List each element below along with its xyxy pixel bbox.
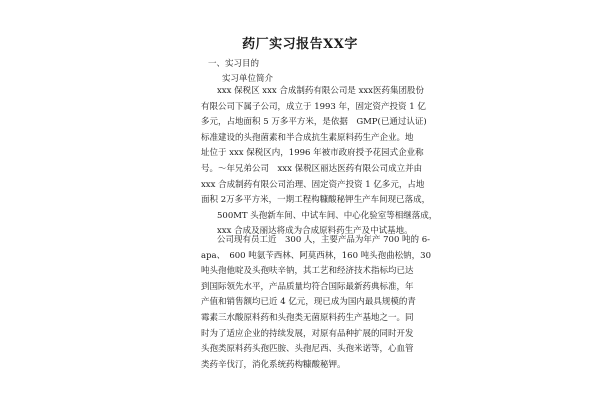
paragraph-line: 号。～年兄弟公司 xxx 保税区丽达医药有限公司成立并由 [201, 163, 423, 174]
paragraph-products [201, 233, 431, 373]
paragraph-line: 多元，占地面积 5 万多平方米，是依据 GMP(已通过认证) [201, 117, 427, 128]
paragraph-line: 类药辛伐汀，消化系统药构糠酸秘钾。 [201, 359, 346, 370]
section-heading: 一、实习目的 [208, 59, 260, 69]
paragraph-line: 头孢类原料药头孢匹胺、头孢尼西、头孢米诺等，心血管 [201, 344, 414, 355]
paragraph-line: 产值和销售额均已近 4 亿元，现已成为国内最具规模的青 [201, 297, 416, 308]
paragraph-line: 公司现有员工近 300 人，主要产品为年产 700 吨的 6- [217, 235, 431, 245]
paragraph-line: apa、 600 吨氨苄西林、阿莫西林，160 吨头孢曲松钠，30 [201, 250, 431, 261]
paragraph-line: 吨头孢他啶及头孢呋辛钠，其工艺和经济技术指标均已达 [201, 266, 414, 277]
paragraph-line: xxx 合成制药有限公司治理、固定资产投资 1 亿多元，占地 [201, 179, 425, 190]
paragraph-line: xxx 保税区 xxx 合成制药有限公司是 xxx医药集团股份 [217, 86, 424, 96]
paragraph-line: 时为了适应企业的持续发展，对原有品种扩展的同时开发 [201, 328, 414, 339]
paragraph-line: 面积 2万多平方米，一期工程构糠酸秘钾生产车间现已落成， [201, 195, 431, 206]
paragraph-line: 到国际领先水平，产品质量均符合国际最新药典标准，年 [201, 281, 414, 292]
paragraph-line: 标准建设的头孢菌素和半合成抗生素原料药生产企业。地 [201, 132, 414, 143]
paragraph-line: 有限公司下属子公司，成立于 1993 年，固定资产投资 1 亿 [201, 101, 426, 112]
paragraph-line: 霉素三水酸原料药和头孢类无菌原料药生产基地之一。同 [201, 312, 414, 323]
paragraph-line: 址位于 xxx 保税区内，1996 年被市政府授予花园式企业称 [201, 148, 424, 159]
document-title: 药厂实习报告XX字 [242, 37, 358, 52]
paragraph-line: 500MT 头孢新车间、中试车间、中心化验室等相继落成， [217, 210, 438, 221]
paragraph-line: xxx 合成及丽达将成为合成原料药生产及中试基地。 [217, 226, 413, 237]
subsection-heading: 实习单位简介 [222, 74, 274, 84]
